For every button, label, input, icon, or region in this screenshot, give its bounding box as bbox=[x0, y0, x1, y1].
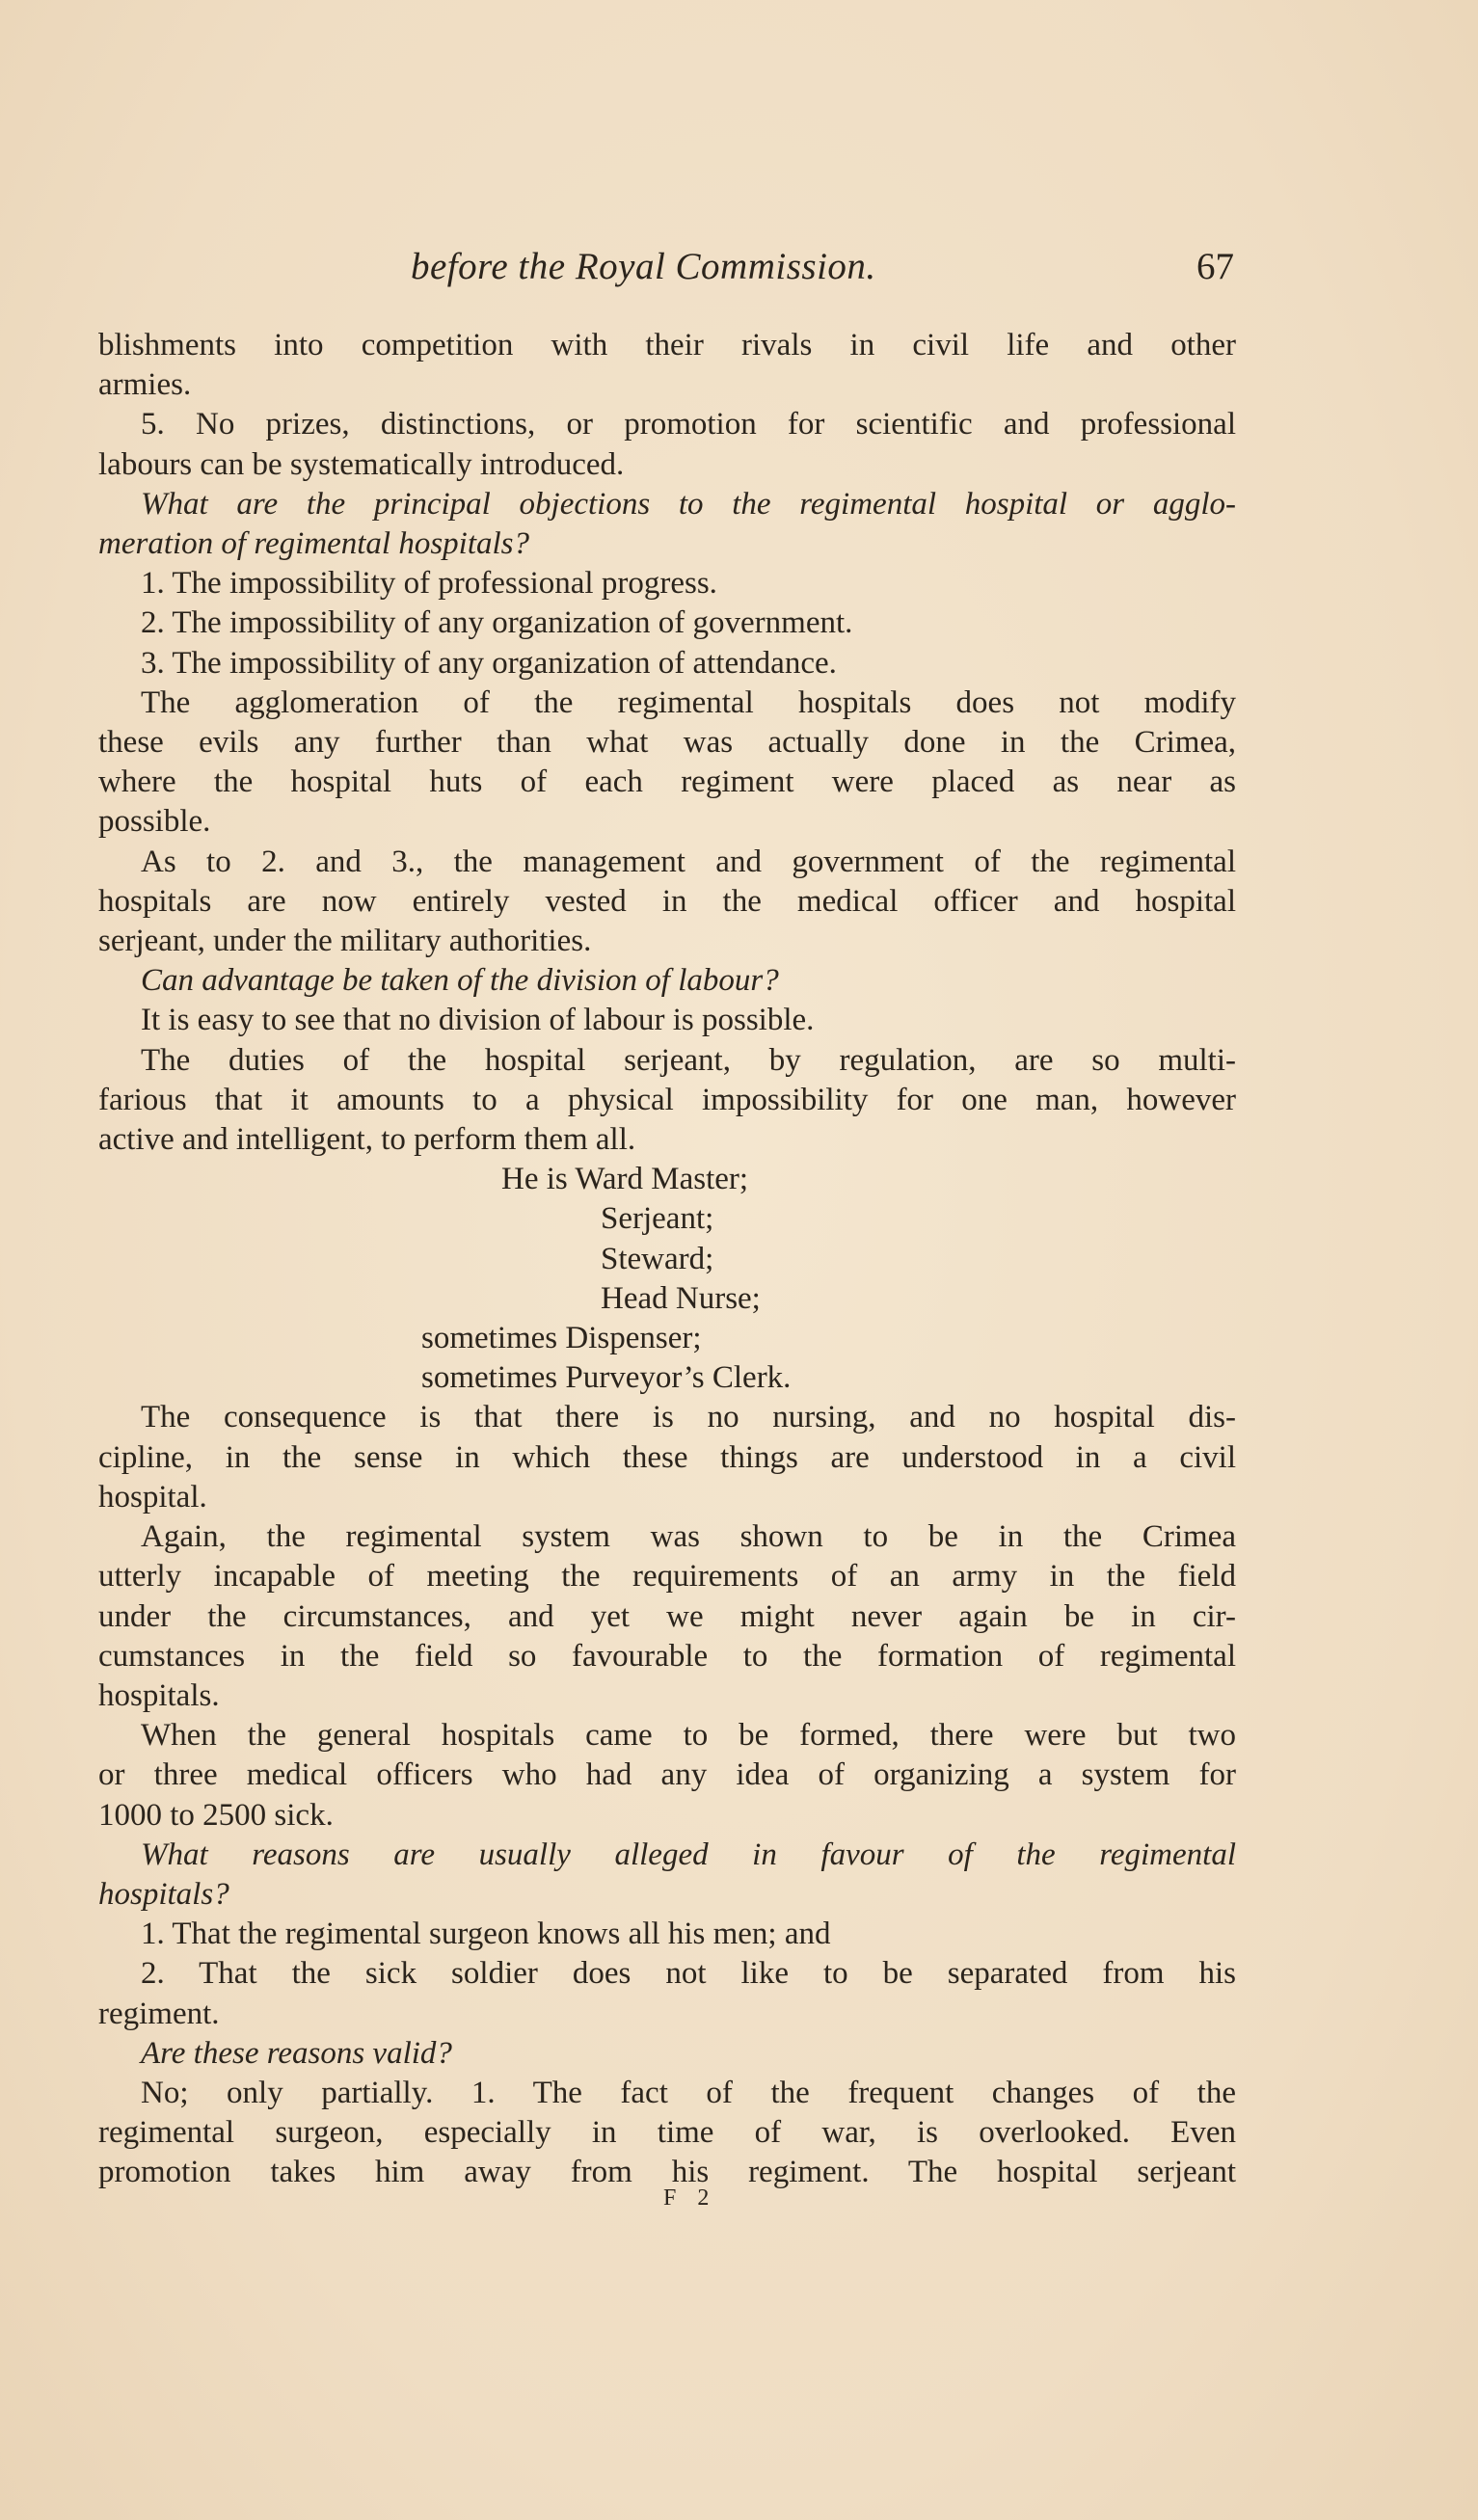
list-item: 2. The impossibility of any organization of government. bbox=[141, 605, 853, 641]
text-line: these evils any further than what was actually done in the Crimea, bbox=[98, 725, 1236, 761]
question-line: meration of regimental hospitals? bbox=[98, 526, 530, 562]
text-line: 5. No prizes, distinctions, or promotion for scientific and professional bbox=[141, 407, 1236, 442]
text-line: where the hospital huts of each regiment were placed as near as bbox=[98, 764, 1236, 800]
duty-line: He is Ward Master; bbox=[501, 1162, 749, 1197]
duty-line: sometimes Dispenser; bbox=[421, 1321, 702, 1356]
question-line: hospitals? bbox=[98, 1876, 229, 1912]
running-head: before the Royal Commission. bbox=[411, 246, 876, 287]
question-line: Are these reasons valid? bbox=[141, 2035, 452, 2071]
text-line: cipline, in the sense in which these things are understood in a civil bbox=[98, 1439, 1236, 1475]
text-line: or three medical officers who had any idea of organizing a system for bbox=[98, 1757, 1236, 1793]
text-line: It is easy to see that no division of labour is possible. bbox=[141, 1003, 815, 1038]
question-line: Can advantage be taken of the division of labour? bbox=[141, 963, 779, 999]
text-line: regimental surgeon, especially in time of war, is overlooked. Even bbox=[98, 2115, 1236, 2151]
list-item: 1. That the regimental surgeon knows all his men; and bbox=[141, 1917, 831, 1952]
text-line: As to 2. and 3., the management and government of the regimental bbox=[141, 844, 1236, 879]
text-line: No; only partially. 1. The fact of the frequent changes of the bbox=[141, 2075, 1236, 2110]
text-line: utterly incapable of meeting the requirements of an army in the field bbox=[98, 1559, 1236, 1595]
text-line: hospitals. bbox=[98, 1677, 220, 1713]
list-item: 2. That the sick soldier does not like to be separated from his bbox=[141, 1956, 1236, 1992]
duty-line: Steward; bbox=[601, 1241, 714, 1276]
text-line: The agglomeration of the regimental hospitals does not modify bbox=[141, 684, 1236, 720]
list-item: 3. The impossibility of any organization of attendance. bbox=[141, 645, 837, 681]
text-line: serjeant, under the military authorities. bbox=[98, 924, 592, 959]
body-text bbox=[98, 326, 1236, 2193]
text-line: regiment. bbox=[98, 1996, 220, 2031]
question-line: What reasons are usually alleged in favour of the regimental bbox=[141, 1836, 1236, 1872]
text-line: active and intelligent, to perform them all. bbox=[98, 1122, 636, 1158]
duty-line: Head Nurse; bbox=[601, 1280, 761, 1316]
text-line: Again, the regimental system was shown to be in the Crimea bbox=[141, 1519, 1236, 1555]
page-header bbox=[96, 245, 1234, 303]
list-item: 1. The impossibility of professional progress. bbox=[141, 566, 717, 602]
text-line: promotion takes him away from his regiment. The hospital serjeant bbox=[98, 2155, 1236, 2190]
text-line: farious that it amounts to a physical impossibility for one man, however bbox=[98, 1082, 1236, 1117]
text-line: When the general hospitals came to be formed, there were but two bbox=[141, 1718, 1236, 1754]
page-number: 67 bbox=[1196, 246, 1234, 287]
text-line: The consequence is that there is no nursing, and no hospital dis- bbox=[141, 1400, 1236, 1435]
text-line: labours can be systematically introduced. bbox=[98, 446, 625, 482]
question-line: What are the principal objections to the regimental hospital or agglo- bbox=[141, 486, 1236, 522]
duty-line: sometimes Purveyor’s Clerk. bbox=[421, 1360, 792, 1396]
text-line: cumstances in the field so favourable to the formation of regimental bbox=[98, 1638, 1236, 1674]
text-line: armies. bbox=[98, 367, 192, 403]
text-line: 1000 to 2500 sick. bbox=[98, 1797, 334, 1833]
text-line: hospital. bbox=[98, 1479, 207, 1515]
signature-mark: F 2 bbox=[663, 2185, 717, 2211]
duty-line: Serjeant; bbox=[601, 1201, 714, 1237]
text-line: The duties of the hospital serjeant, by regulation, are so multi- bbox=[141, 1042, 1236, 1078]
text-line: under the circumstances, and yet we might never again be in cir- bbox=[98, 1598, 1236, 1634]
text-line: blishments into competition with their rivals in civil life and other bbox=[98, 328, 1236, 362]
text-line: hospitals are now entirely vested in the medical officer and hospital bbox=[98, 883, 1236, 919]
text-line: possible. bbox=[98, 804, 211, 840]
